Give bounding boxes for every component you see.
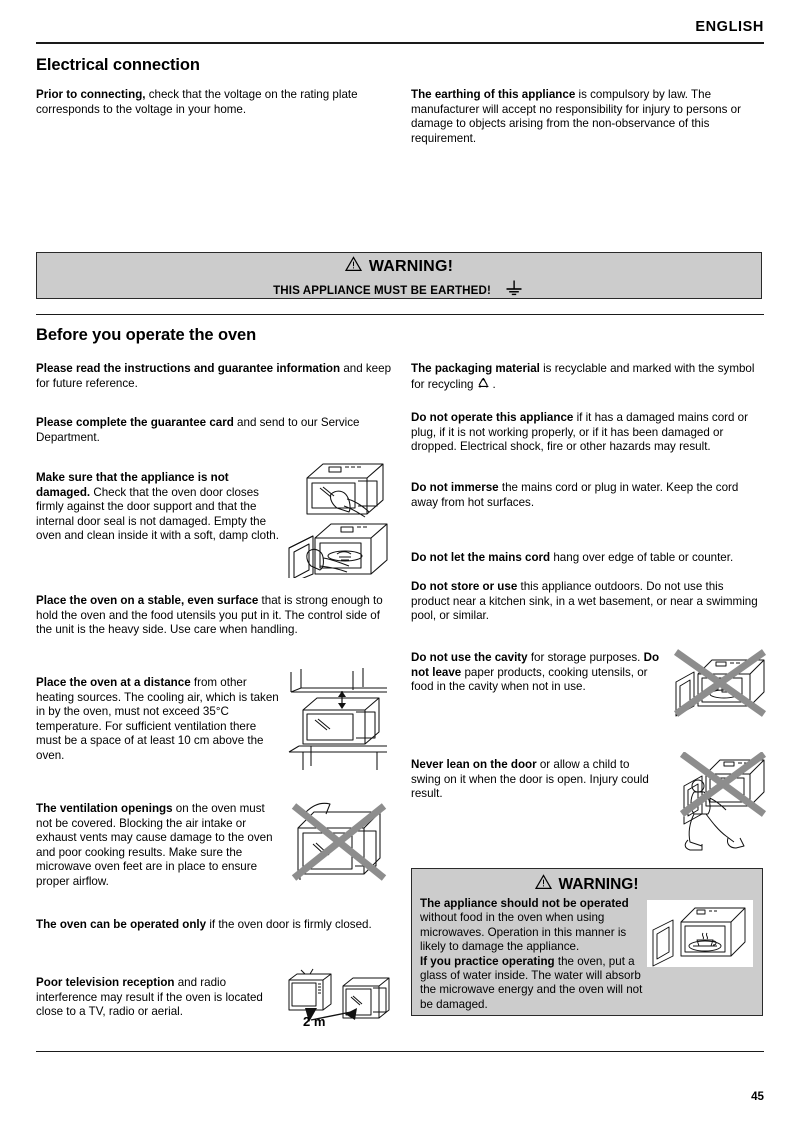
paragraph-lead-bold: Do not store or use: [411, 580, 518, 593]
tv-distance-illustration: [283, 966, 393, 1033]
paragraph-lead-bold: Do not immerse: [411, 481, 499, 494]
microwave-clearance-above-illustration: [287, 666, 391, 779]
warning-box-title: WARNING!: [558, 875, 639, 893]
paragraph-operated-only-door-closed: [36, 918, 392, 933]
page-header: [36, 18, 764, 36]
section-title-electrical-connection: Electrical connection: [36, 56, 200, 74]
paragraph-body: if it has a damaged mains cord or plug, if it is not working properly, or if it has been damaged or dropped. Electrical shock, fire or other hazards may result.: [411, 411, 748, 454]
warning-triangle-icon: [345, 256, 362, 277]
warning-banner-subtitle-row: [37, 280, 761, 300]
warning-banner-earthed: [36, 252, 762, 299]
electrical-left-column: [36, 88, 392, 117]
paragraph-please-read: [36, 362, 392, 391]
paragraph-body: or allow a child to swing on it when the door is open. Injury could result.: [411, 758, 649, 801]
paragraph-packaging-material: [411, 362, 764, 394]
paragraph-earthing: [411, 88, 764, 146]
paragraph-body: that is strong enough to hold the oven and the food utensils you put in it. The control side of the unit is the heavy side. Use care when handling.: [36, 594, 383, 637]
paragraph-body: on the oven must not be covered. Blocking the air intake or exhaust vents may cause damage to the oven and poor cooking results. Make sure the microwave oven feet are in place to ensure proper airflow.: [36, 802, 273, 888]
paragraph-lead-bold: If you practice operating: [420, 954, 555, 968]
paragraph-do-not-store-outdoors: [411, 580, 764, 624]
warning-box-title-row: [420, 874, 754, 895]
warning-triangle-icon: [535, 874, 552, 895]
paragraph-do-not-use-cavity: [411, 651, 663, 695]
paragraph-lead-bold: The oven can be operated only: [36, 918, 207, 931]
microwave-vents-blocked-crossed-illustration: [288, 800, 390, 891]
microwave-check-door-seal-illustration: [287, 456, 391, 583]
paragraph-lead-bold: The earthing of this appliance: [411, 88, 576, 101]
paragraph-body: for storage purposes.: [527, 651, 641, 664]
microwave-open-door-with-cup-illustration: [647, 900, 753, 967]
warning-banner-title-row: [37, 256, 761, 277]
paragraph-poor-tv-reception: [36, 976, 280, 1020]
earth-ground-icon: [503, 280, 525, 300]
paragraph-body: and send to our Service Department.: [36, 416, 360, 444]
paragraph-body-trailing: .: [492, 377, 496, 391]
section-title-before-you-operate: Before you operate the oven: [36, 326, 257, 344]
paragraph-distance-heating-sources: [36, 676, 284, 764]
tv-distance-label: 2 m: [303, 1014, 326, 1028]
paragraph-lead-bold: Do not operate this appliance: [411, 411, 574, 424]
warning-box-paragraph-2: [420, 955, 648, 1013]
paragraph-body: and keep for future reference.: [36, 362, 392, 390]
paragraph-lead-bold-2: Do not leave: [411, 651, 660, 679]
child-leaning-on-door-crossed-illustration: [672, 752, 768, 859]
paragraph-body: hang over edge of table or counter.: [550, 551, 734, 564]
paragraph-stable-surface: [36, 594, 392, 638]
paragraph-lead-bold: Do not let the mains cord: [411, 551, 551, 564]
paragraph-lead-bold: Never lean on the door: [411, 758, 537, 771]
paragraph-do-not-immerse: [411, 481, 764, 510]
paragraph-lead-bold: Poor television reception: [36, 976, 175, 989]
page-number: 45: [751, 1090, 764, 1103]
paragraph-body: the mains cord or plug in water. Keep the cord away from hot surfaces.: [411, 481, 739, 509]
recycling-symbol-icon: [476, 377, 491, 395]
paragraph-body: without food in the oven when using microwaves. Operation in this manner is likely to damage the appliance.: [420, 911, 627, 954]
paragraph-never-lean-on-door: [411, 758, 661, 802]
paragraph-lead-bold: The ventilation openings: [36, 802, 173, 815]
paragraph-body: check that the voltage on the rating plate corresponds to the voltage in your home.: [36, 88, 358, 116]
microwave-storage-in-cavity-crossed-illustration: [672, 648, 768, 725]
warning-banner-title: WARNING!: [368, 257, 454, 275]
header-rule: [36, 42, 764, 44]
paragraph-body: if the oven door is firmly closed.: [206, 918, 372, 931]
paragraph-body: Check that the oven door closes firmly against the door support and that the internal door seal is not damaged. Empty the oven and clean inside it with a soft, damp cloth.: [36, 485, 279, 543]
paragraph-body: is compulsory by law. The manufacturer will accept no responsibility for injury to persons or damage to objects arising from the non-observance of this requirement.: [411, 88, 741, 145]
paragraph-do-not-operate: [411, 411, 764, 455]
warning-box-paragraph-1: [420, 897, 648, 955]
footer-rule: [36, 1051, 764, 1052]
paragraph-lead-bold: Make sure that the appliance is not damaged.: [36, 471, 229, 499]
warning-box-no-empty-operation: [411, 868, 763, 1016]
paragraph-lead-bold: Please complete the guarantee card: [36, 416, 234, 429]
paragraph-body-2: paper products, cooking utensils, or food in the cavity when not in use.: [411, 665, 648, 694]
paragraph-prior-to-connecting: [36, 88, 392, 117]
paragraph-lead-bold: Do not use the cavity: [411, 651, 528, 664]
paragraph-body: this appliance outdoors. Do not use this product near a kitchen sink, in a wet basement, or near a swimming pool, or similar.: [411, 580, 758, 623]
paragraph-mains-cord-hang: [411, 551, 764, 566]
header-language-label: ENGLISH: [695, 19, 764, 35]
warning-box-body: [420, 897, 648, 1012]
paragraph-ventilation-openings: [36, 802, 282, 890]
paragraph-lead-bold: The appliance should not be operated: [420, 897, 629, 910]
paragraph-lead-bold: Please read the instructions and guarantee information: [36, 362, 341, 375]
paragraph-guarantee-card: [36, 416, 392, 445]
paragraph-lead-bold: Place the oven at a distance: [36, 676, 191, 689]
paragraph-body: is recyclable and marked with the symbol for recycling: [411, 362, 755, 391]
paragraph-appliance-not-damaged: [36, 471, 281, 544]
section-divider-rule: [36, 314, 764, 315]
paragraph-lead-bold: Prior to connecting,: [36, 88, 146, 101]
paragraph-lead-bold: The packaging material: [411, 362, 540, 375]
paragraph-body: and radio interference may result if the oven is located close to a TV, radio or aerial.: [36, 976, 263, 1019]
warning-banner-subtitle: THIS APPLIANCE MUST BE EARTHED!: [273, 283, 491, 297]
paragraph-lead-bold: Place the oven on a stable, even surface: [36, 594, 259, 607]
paragraph-body: the oven, put a glass of water inside. The water will absorb the microwave energy and the oven will not be damaged.: [420, 954, 643, 1011]
electrical-right-column: [411, 88, 764, 146]
paragraph-body: from other heating sources. The cooling air, which is taken in by the oven, must not exceed 35°C temperature. For sufficient ventilation there must be a space of at least 10 cm above the oven.: [36, 676, 279, 762]
